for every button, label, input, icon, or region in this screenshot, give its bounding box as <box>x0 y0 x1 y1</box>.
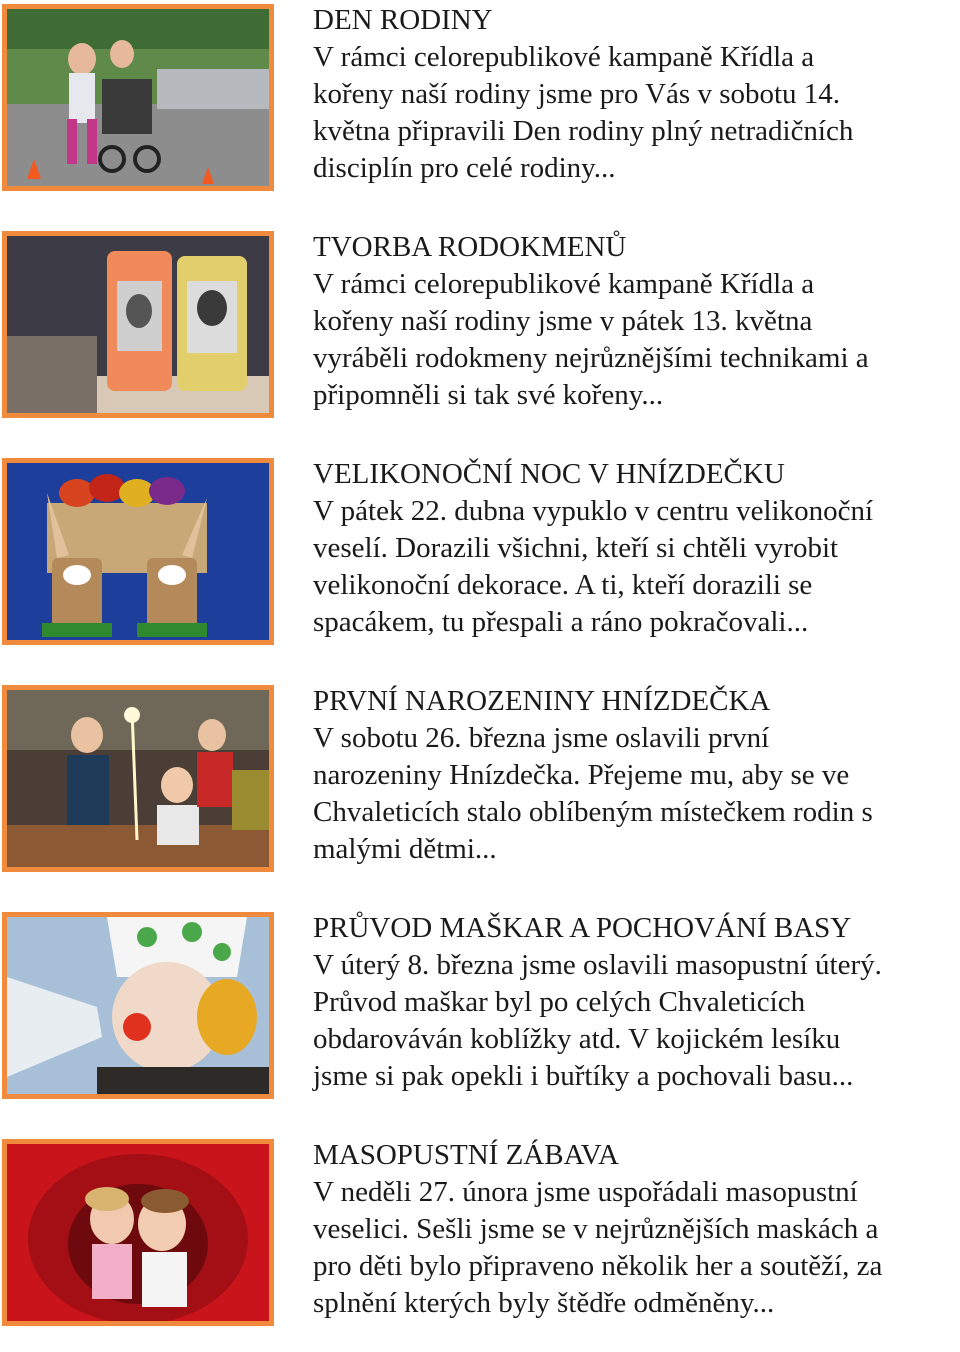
photo-family-tree-image <box>7 236 269 413</box>
photo-family-tree[interactable] <box>2 231 274 418</box>
news-entry-velikonocni-noc <box>0 456 960 671</box>
entry-title[interactable]: MASOPUSTNÍ ZÁBAVA <box>313 1139 619 1171</box>
entry-body: V pátek 22. dubna vypuklo v centru velikonoční veselí. Dorazili všichni, kteří si chtěli vyrobit velikonoční dekorace. A ti, kteří dorazili se spacákem, tu přespali a ráno pokračovali... <box>313 495 874 638</box>
entry-body: V rámci celorepublikové kampaně Křídla a kořeny naší rodiny jsme pro Vás v sobotu 14. května připravili Den rodiny plný netradičních disciplín pro celé rodiny... <box>313 41 854 184</box>
photo-carnival-party[interactable] <box>2 1139 274 1326</box>
photo-carnival-parade[interactable] <box>2 912 274 1099</box>
entry-text <box>313 1137 958 1322</box>
news-entry-pruvod-maskar <box>0 910 960 1125</box>
entry-title[interactable]: DEN RODINY <box>313 4 493 36</box>
photo-easter-night-image <box>7 463 269 640</box>
entry-text <box>313 910 958 1095</box>
news-entry-tvorba-rodokmenu <box>0 229 960 444</box>
entry-text <box>313 683 958 868</box>
photo-easter-night[interactable] <box>2 458 274 645</box>
entry-body: V úterý 8. března jsme oslavili masopustní úterý. Průvod maškar byl po celých Chvaleticích obdarováván koblížky atd. V kojickém lesíku jsme si pak opekli i buřtíky a pochovali basu... <box>313 949 882 1092</box>
entry-text <box>313 2 958 187</box>
entry-body: V neděli 27. února jsme uspořádali masopustní veselici. Sešli jsme se v nejrůznějších maskách a pro děti bylo připraveno několik her a soutěží, za splnění kterých byly štědře odměněny... <box>313 1176 883 1319</box>
photo-first-birthday-image <box>7 690 269 867</box>
entry-body: V rámci celorepublikové kampaně Křídla a kořeny naší rodiny jsme v pátek 13. května vyráběli rodokmeny nejrůznějšími technikami a připomněli si tak své kořeny... <box>313 268 869 411</box>
entry-body: V sobotu 26. března jsme oslavili první narozeniny Hnízdečka. Přejeme mu, aby se ve Chvaleticích stalo oblíbeným místečkem rodin s malými dětmi... <box>313 722 873 865</box>
entry-title[interactable]: PRŮVOD MAŠKAR A POCHOVÁNÍ BASY <box>313 912 852 944</box>
photo-family-day[interactable] <box>2 4 274 191</box>
news-entry-den-rodiny <box>0 2 960 217</box>
entry-title[interactable]: VELIKONOČNÍ NOC V HNÍZDEČKU <box>313 458 785 490</box>
photo-first-birthday[interactable] <box>2 685 274 872</box>
photo-family-day-image <box>7 9 269 186</box>
photo-carnival-parade-image <box>7 917 269 1094</box>
entry-title[interactable]: TVORBA RODOKMENŮ <box>313 231 627 263</box>
news-entry-prvni-narozeniny <box>0 683 960 898</box>
entry-title[interactable]: PRVNÍ NAROZENINY HNÍZDEČKA <box>313 685 771 717</box>
photo-carnival-party-image <box>7 1144 269 1321</box>
news-entry-masopustni-zabava <box>0 1137 960 1352</box>
entry-text <box>313 456 958 641</box>
entry-text <box>313 229 958 414</box>
